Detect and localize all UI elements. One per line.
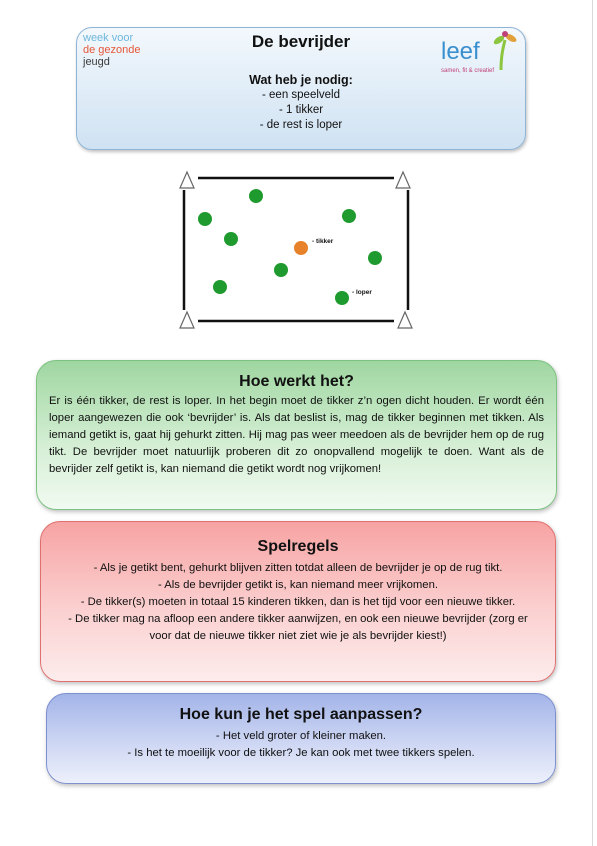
adapt-item: - Is het te moeilijk voor de tikker? Je kan ook met twee tikkers spelen. (127, 747, 475, 759)
runner-dot (342, 209, 356, 223)
runner-dot (335, 291, 349, 305)
cone-bottom-right (398, 312, 412, 328)
rules-title: Spelregels (257, 538, 339, 555)
field-diagram (176, 170, 416, 332)
page-title: De bevrijder (251, 32, 351, 51)
how-it-works-box (36, 360, 557, 510)
how-it-works-text: Er is één tikker, de rest is loper. In het begin moet de tikker z’n ogen dicht houden. Er wordt één loper aangewezen die ook ‘bevrijder’ is. Als dat beslist is, mag de tikker beginnen met tikken. Als iemand getikt is, gaat hij gehurkt zitten. Hij mag pas weer meedoen als de bevrijder hem op de rug tikt. De bevrijder moet natuurlijk proberen dit zo onopvallend mogelijk te doen. Want als de bevrijder zelf getikt is, kan niemand die getikt wordt nog vrijkomen! (49, 395, 544, 475)
adapt-list (59, 728, 543, 762)
needs-item: - de rest is loper (259, 119, 343, 131)
cone-bottom-left (180, 312, 194, 328)
runner-dot (213, 280, 227, 294)
logo-line-1: week voor (83, 32, 134, 44)
runner-dot (274, 263, 288, 277)
plant-icon (491, 30, 519, 70)
header-box (76, 27, 526, 150)
needs-title: Wat heb je nodig: (249, 73, 353, 87)
adapt-box (46, 693, 556, 784)
tagger-label: - tikker (312, 238, 334, 245)
cone-top-left (180, 172, 194, 188)
logo-line-3: jeugd (83, 56, 110, 68)
needs-item: - een speelveld (262, 89, 340, 101)
logo-line-2: de gezonde (83, 44, 141, 56)
cone-top-right (396, 172, 410, 188)
runner-label: - loper (352, 289, 372, 296)
needs-section (77, 73, 525, 133)
runner-dot (198, 212, 212, 226)
rule-item: - Als de bevrijder getikt is, kan niemand meer vrijkomen. (157, 579, 439, 591)
runner-dot (368, 251, 382, 265)
leef-logo-tagline: samen, fit & creatief (441, 68, 495, 74)
tagger-dot (294, 241, 308, 255)
runner-dot (249, 189, 263, 203)
adapt-item: - Het veld groter of kleiner maken. (215, 730, 387, 742)
how-it-works-title: Hoe werkt het? (239, 373, 354, 390)
needs-item: - 1 tikker (278, 104, 324, 116)
runner-dot (224, 232, 238, 246)
rule-item: - Als je getikt bent, gehurkt blijven zitten totdat alleen de bevrijder je op de rug tikt. (93, 562, 503, 574)
adapt-title: Hoe kun je het spel aanpassen? (179, 706, 423, 723)
page-edge (592, 0, 593, 846)
rule-item: - De tikker(s) moeten in totaal 15 kinderen tikken, dan is het tijd voor een nieuwe tikker. (80, 596, 516, 608)
leef-logo-word: leef (441, 38, 480, 65)
rules-list (59, 560, 537, 645)
rules-box (40, 521, 556, 682)
rule-item: - De tikker mag na afloop een andere tikker aanwijzen, en ook een nieuwe bevrijder (zorg er voor dat de nieuwe tikker niet ziet wie je als bevrijder kiest!) (68, 613, 528, 642)
